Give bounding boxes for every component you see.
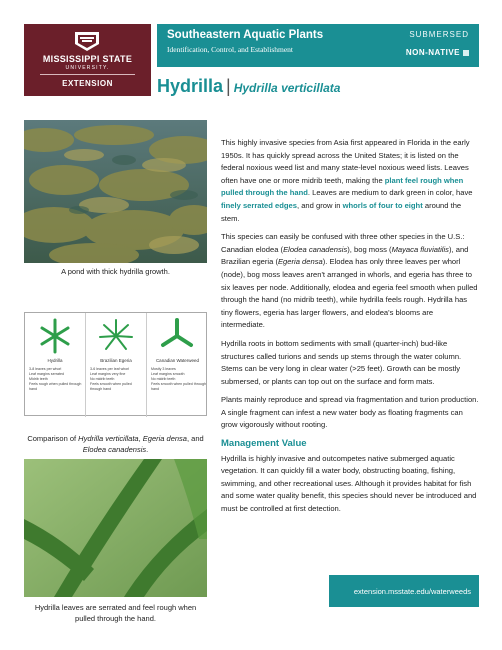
note: Feels smooth when pulled through hand bbox=[151, 382, 206, 391]
note: 3-6 leaves per leaf whorl bbox=[90, 367, 130, 371]
note: Leaf margins serrated bbox=[29, 372, 64, 376]
caption-species: Elodea canadensis bbox=[82, 445, 147, 454]
category-label: SUBMERSED bbox=[409, 30, 469, 39]
paragraph-reproduction: Plants mainly reproduce and spread via fragmentation and turion production. A single fragment can infest a new water body as floating fragments can grow vigorously without rooting. bbox=[221, 395, 479, 430]
logo-divider bbox=[40, 74, 135, 75]
comparison-notes bbox=[151, 367, 206, 392]
scientific-name: Hydrilla verticillata bbox=[233, 81, 341, 95]
text: ), bog moss ( bbox=[347, 244, 392, 254]
footer-link[interactable]: extension.msstate.edu/waterweeds bbox=[329, 575, 479, 607]
comparison-notes bbox=[90, 367, 144, 392]
species-comparison-chart bbox=[24, 312, 207, 416]
comparison-elodea bbox=[147, 313, 208, 417]
caption-text: , and bbox=[186, 434, 204, 443]
species: Mayaca fluviatilis bbox=[391, 244, 449, 254]
note: Leaf margins smooth bbox=[151, 372, 185, 376]
comparison-name: Hydrilla bbox=[47, 358, 63, 363]
highlight: whorls of four to eight bbox=[342, 200, 423, 210]
paragraph-management: Hydrilla is highly invasive and outcompetes native submerged aquatic vegetation. It can quickly fill a water body, obstructing boating, fishing, swimming, and other recreational uses. Although it provides habitat for fish and some water quality benefit, this species should never be introduced and must be controlled at first detection. bbox=[221, 453, 477, 514]
text: This highly invasive species from Asia first appeared in Florida in the early 1950s. It has quickly spread across the United States; it is listed on the federal noxious weed list and many state-level noxious weed lists. Leaves often have one or more midrib teeth, making the bbox=[221, 138, 470, 185]
leaves-photo bbox=[24, 459, 207, 597]
header-banner bbox=[157, 24, 479, 67]
highlight: plant feel rough when pulled through the hand bbox=[221, 175, 464, 198]
species: Egeria densa bbox=[277, 257, 323, 267]
caption-species: Hydrilla verticillata bbox=[78, 434, 139, 443]
note: Feels smooth when pulled through hand bbox=[90, 382, 132, 391]
msu-extension-logo bbox=[24, 24, 151, 96]
comparison-notes bbox=[29, 367, 83, 392]
logo-extension: EXTENSION bbox=[62, 79, 113, 88]
comparison-egeria bbox=[86, 313, 147, 417]
species: Elodea canadensis bbox=[283, 244, 348, 254]
note: Feels rough when pulled through hand bbox=[29, 382, 82, 391]
elodea-whorl-icon bbox=[159, 317, 195, 355]
note: 3-8 leaves per whorl bbox=[29, 367, 62, 371]
pond-caption: A pond with thick hydrilla growth. bbox=[61, 267, 170, 276]
note: Mostly 3 leaves bbox=[151, 367, 176, 371]
status-square-icon bbox=[463, 50, 469, 56]
note: No midrib teeth bbox=[151, 377, 176, 381]
text: ), and Brazilian egeria ( bbox=[221, 244, 469, 267]
text: around the stem. bbox=[221, 200, 462, 223]
note: Leaf margins very fine bbox=[90, 372, 126, 376]
text: . Leaves are medium to dark green in color, have bbox=[307, 188, 473, 198]
comparison-name: Brazilian Egeria bbox=[100, 358, 132, 363]
comparison-name: Canadian Waterweed bbox=[155, 358, 200, 363]
highlight: finely serrated edges bbox=[221, 200, 297, 210]
paragraph-description bbox=[221, 137, 479, 225]
pond-photo bbox=[24, 120, 207, 263]
comparison-hydrilla bbox=[25, 313, 86, 417]
text: , and grow in bbox=[296, 200, 343, 210]
article-body bbox=[221, 137, 479, 522]
status-text: NON-NATIVE bbox=[405, 48, 460, 57]
note: Midrib teeth bbox=[29, 377, 48, 381]
management-value-heading: Management Value bbox=[221, 438, 307, 450]
status-label bbox=[406, 48, 469, 57]
caption-text: Comparison of bbox=[27, 434, 79, 443]
logo-line-2: UNIVERSITY. bbox=[65, 65, 110, 71]
caption-text: . bbox=[146, 445, 149, 454]
page-title bbox=[157, 76, 340, 97]
hydrilla-whorl-icon bbox=[37, 317, 73, 355]
text: This species can easily be confused with three other species in the U.S.: Canadian elodea ( bbox=[221, 232, 465, 254]
egeria-whorl-icon bbox=[98, 317, 134, 355]
leaves-caption: Hydrilla leaves are serrated and feel rough when pulled through the hand. bbox=[34, 603, 197, 623]
text: ). Elodea has only three leaves per whorl (node), bog moss leaves aren't arranged in whorls, and egeria has three to six leaves per node. Additionally, elodea and egeria feel smooth when pulled through the hand (no midrib teeth), while hydrilla feels rough. Hydrilla has tiny flowers, egeria has larger flowers, and elodea's blooms are intermediate. bbox=[221, 257, 478, 330]
msu-crest-icon bbox=[72, 30, 102, 52]
series-subtitle: Identification, Control, and Establishment bbox=[167, 45, 294, 54]
paragraph-growth: Hydrilla roots in bottom sediments with small (quarter-inch) bud-like structures called turions and sends up stems through the water column. Stems can be very long in clear water (>25 feet). Growth can be mostly submersed, or plants can top out on the surface and form mats. bbox=[221, 338, 462, 386]
caption-species: Egeria densa bbox=[142, 434, 187, 443]
paragraph-confusion bbox=[221, 231, 479, 332]
caption-text: , bbox=[138, 434, 143, 443]
series-title: Southeastern Aquatic Plants bbox=[167, 29, 324, 41]
comparison-caption bbox=[24, 433, 207, 455]
logo-line-1: MISSISSIPPI STATE bbox=[42, 54, 133, 64]
common-name: Hydrilla bbox=[157, 76, 224, 96]
note: No midrib teeth bbox=[90, 377, 115, 381]
title-separator: | bbox=[226, 76, 231, 96]
